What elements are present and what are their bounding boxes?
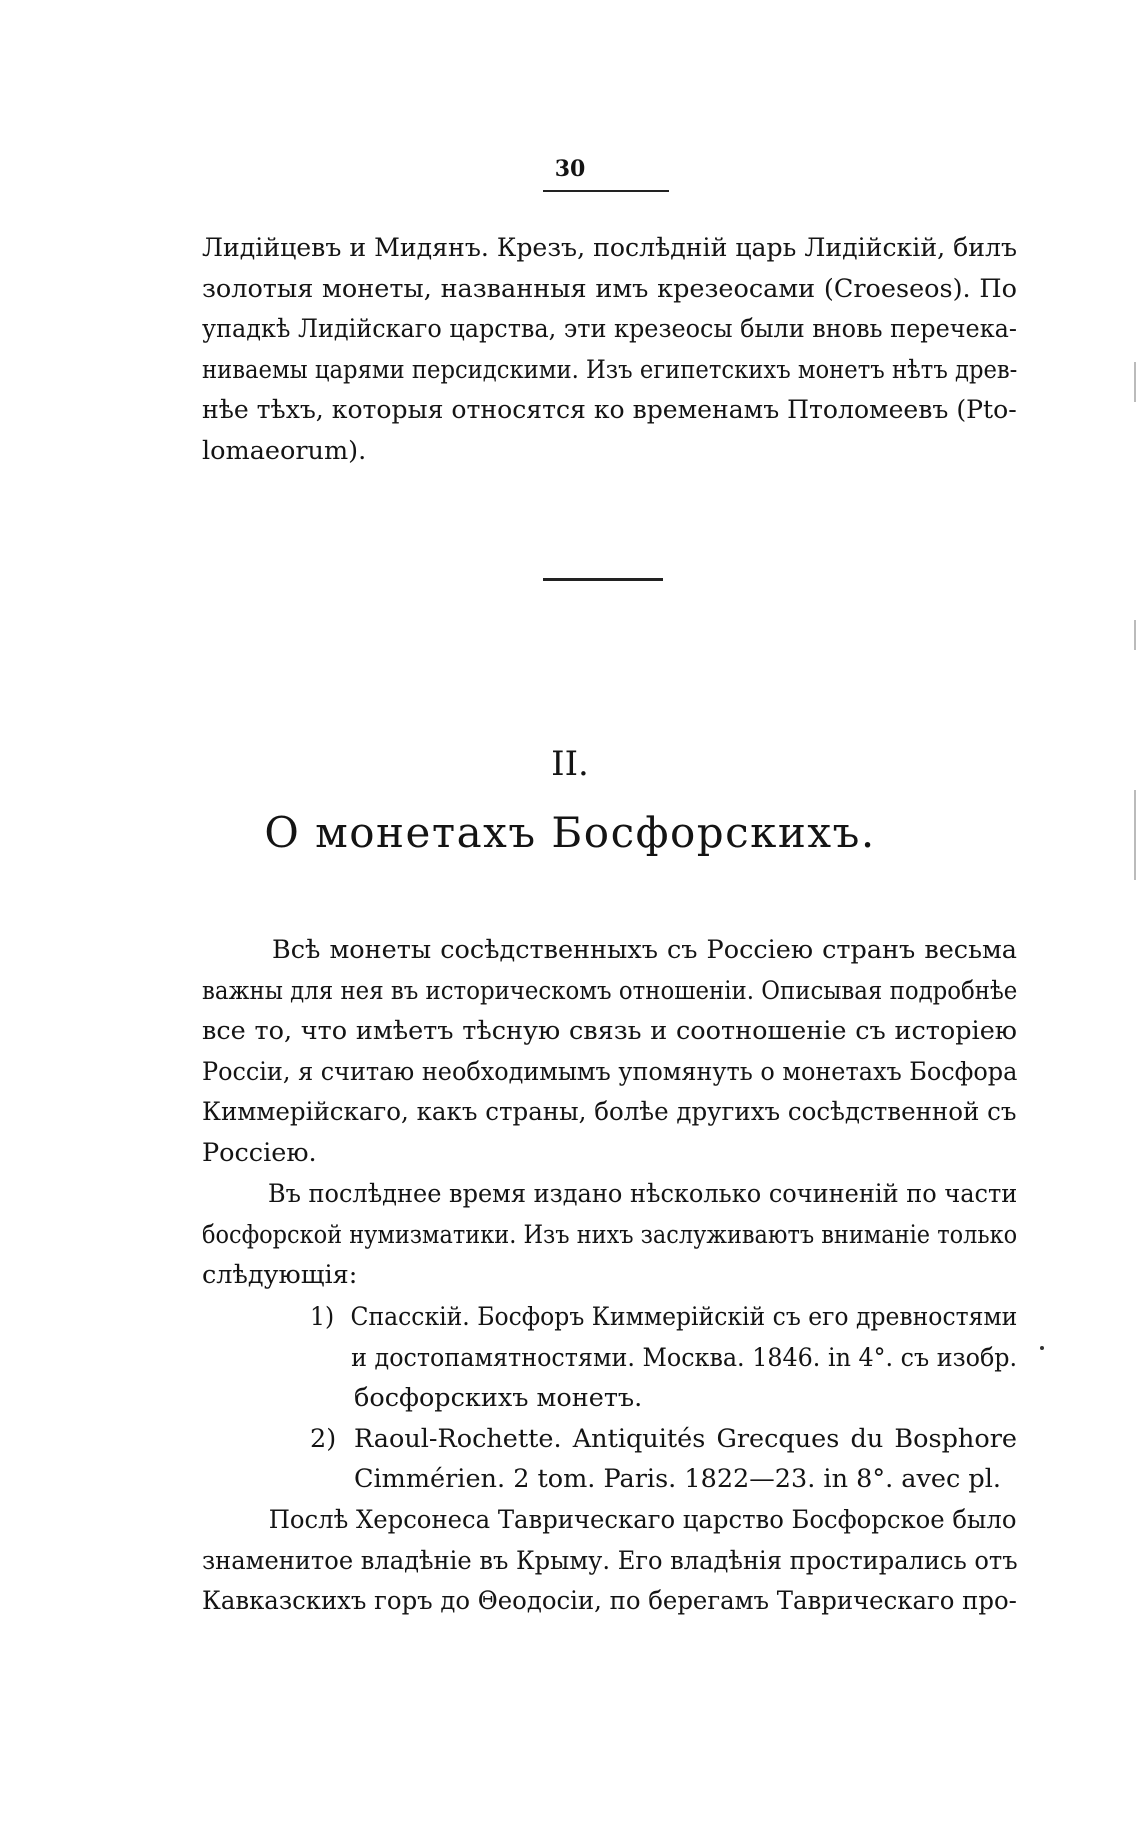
text-line: упадкѣ Лидійскаго царства, эти крезеосы были вновь перечека- — [202, 314, 1017, 344]
text-line: все то, что имѣетъ тѣсную связь и соотношеніе съ исторіею — [202, 1016, 1017, 1046]
scan-speck — [1040, 1346, 1044, 1350]
list-item — [310, 1419, 1017, 1500]
text-line: нѣе тѣхъ, которыя относятся ко временамъ Птоломеевъ (Pto- — [202, 395, 1017, 425]
paragraph-2 — [202, 1174, 1017, 1296]
text-line: Спасскій. Босфоръ Киммерійскій съ его древностями — [350, 1302, 1018, 1332]
text-line: золотыя монеты, названныя имъ крезеосами (Croeseos). По — [202, 273, 1017, 304]
text-line: Киммерійскаго, какъ страны, болѣе другихъ сосѣдственной съ — [202, 1097, 1017, 1127]
scan-margin-mark — [1134, 362, 1136, 402]
text-line: важны для нея въ историческомъ отношеніи. Описывая подробнѣе — [202, 975, 1018, 1006]
page-number: 30 — [554, 156, 586, 182]
reference-list — [310, 1297, 1017, 1500]
text-line: Послѣ Херсонеса Таврическаго царство Босфорское было — [268, 1505, 1017, 1535]
text-line: ниваемы царями персидскими. Изъ египетскихъ монетъ нѣтъ древ- — [202, 354, 1018, 385]
text-line: Россіи, я считаю необходимымъ упомянуть о монетахъ Босфора — [202, 1056, 1018, 1087]
paragraph-1 — [202, 930, 1017, 1173]
list-item-number: 2) — [310, 1423, 337, 1454]
section-divider — [543, 578, 663, 581]
list-item-number: 1) — [310, 1302, 335, 1332]
text-line: Въ послѣднее время издано нѣсколько сочиненій по части — [267, 1179, 1018, 1209]
text-line: Всѣ монеты сосѣдственныхъ съ Россіею странъ весьма — [272, 935, 1017, 965]
text-line: lomaeorum). — [202, 435, 367, 466]
text-line: и достопамятностями. Москва. 1846. in 4°. съ изобр. — [351, 1342, 1018, 1373]
text-line: босфорскихъ монетъ. — [354, 1383, 643, 1413]
scan-margin-mark — [1134, 790, 1136, 880]
scan-margin-mark — [1134, 620, 1136, 650]
text-line: Лидійцевъ и Мидянъ. Крезъ, послѣдній царь Лидійскій, билъ — [202, 233, 1018, 263]
text-line: слѣдующія: — [202, 1260, 358, 1290]
text-line: Raoul-Rochette. Antiquités Grecques du Bosphore — [354, 1423, 1017, 1454]
text-line: босфорской нумизматики. Изъ нихъ заслуживаютъ вниманіе только — [202, 1219, 1018, 1250]
text-line: Cimmérien. 2 tom. Paris. 1822—23. in 8°. avec pl. — [354, 1464, 1001, 1494]
text-line: Россіею. — [202, 1137, 317, 1168]
section-number: II. — [551, 744, 589, 784]
list-item — [310, 1297, 1017, 1419]
text-line: знаменитое владѣніе въ Крыму. Его владѣнія простирались отъ — [202, 1545, 1018, 1576]
text-line: Кавказскихъ горъ до Θеодосіи, по берегамъ Таврическаго про- — [202, 1586, 1017, 1616]
top-rule — [543, 190, 669, 192]
intro-paragraph — [202, 228, 1017, 471]
paragraph-3 — [202, 1500, 1017, 1622]
section-title: О монетахъ Босфорскихъ. — [264, 808, 876, 857]
